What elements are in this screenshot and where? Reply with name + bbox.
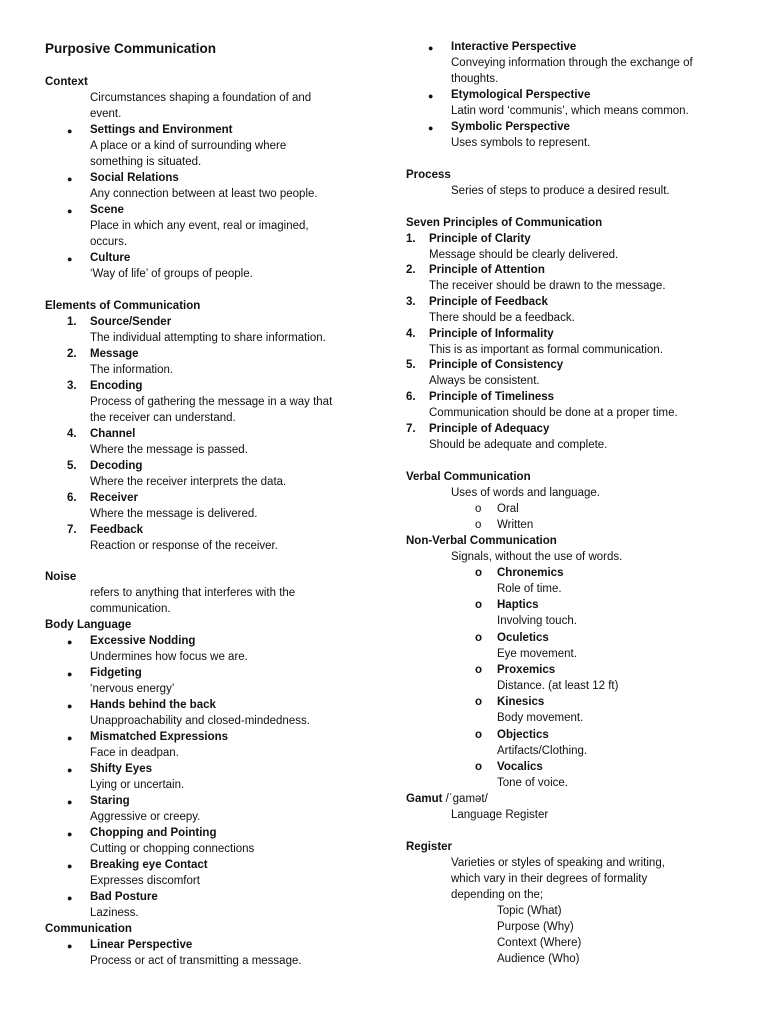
element-term: Receiver <box>90 492 138 504</box>
list-number: 4. <box>406 328 416 340</box>
verbal-definition: Uses of words and language. <box>451 487 600 499</box>
context-item-desc: A place or a kind of surrounding where <box>90 140 287 152</box>
bullet-icon: ● <box>67 733 73 743</box>
body-language-desc: ‘nervous energy’ <box>90 683 175 695</box>
principle-term: Principle of Attention <box>429 264 545 276</box>
element-desc: Where the message is passed. <box>90 444 248 456</box>
principle-desc: Should be adequate and complete. <box>429 439 608 451</box>
body-language-desc: Cutting or chopping connections <box>90 843 255 855</box>
nonverbal-term: Oculetics <box>497 632 549 644</box>
nonverbal-term: Vocalics <box>497 761 543 773</box>
principle-term: Principle of Adequacy <box>429 423 550 435</box>
nonverbal-desc: Tone of voice. <box>497 777 568 789</box>
bullet-icon: ● <box>67 941 73 951</box>
register-item: Context (Where) <box>497 937 582 949</box>
bullet-icon: ● <box>67 797 73 807</box>
principle-term: Principle of Consistency <box>429 359 564 371</box>
noise-heading: Noise <box>45 571 77 583</box>
context-item-term: Culture <box>90 252 131 264</box>
verbal-heading: Verbal Communication <box>406 471 531 483</box>
list-number: 5. <box>67 460 77 472</box>
body-language-desc: Aggressive or creepy. <box>90 811 201 823</box>
context-definition-line: event. <box>90 108 122 120</box>
communication-term: Linear Perspective <box>90 939 193 951</box>
nonverbal-definition: Signals, without the use of words. <box>451 551 623 563</box>
circle-bullet-icon: o <box>475 567 483 579</box>
communication-desc: Process or act of transmitting a message. <box>90 955 302 967</box>
context-item-desc: Place in which any event, real or imagined, <box>90 220 309 232</box>
circle-bullet-icon: o <box>475 519 482 531</box>
bullet-icon: ● <box>67 701 73 711</box>
circle-bullet-icon: o <box>475 696 483 708</box>
principle-term: Principle of Feedback <box>429 296 548 308</box>
bullet-icon: ● <box>67 829 73 839</box>
list-number: 4. <box>67 428 77 440</box>
bullet-icon: ● <box>67 206 73 216</box>
body-language-desc: Laziness. <box>90 907 139 919</box>
element-term: Feedback <box>90 524 144 536</box>
context-item-term: Scene <box>90 204 124 216</box>
communication-desc: thoughts. <box>451 73 499 85</box>
gamut-definition: Language Register <box>451 809 549 821</box>
principle-term: Principle of Timeliness <box>429 391 555 403</box>
noise-definition-line: communication. <box>90 603 171 615</box>
list-number: 2. <box>406 264 416 276</box>
nonverbal-heading: Non-Verbal Communication <box>406 535 557 547</box>
element-desc: Process of gathering the message in a way that <box>90 396 333 408</box>
body-language-term: Shifty Eyes <box>90 763 152 775</box>
bullet-icon: ● <box>67 861 73 871</box>
body-language-term: Bad Posture <box>90 891 158 903</box>
bullet-icon: ● <box>428 43 434 53</box>
principle-term: Principle of Clarity <box>429 233 531 245</box>
nonverbal-term: Chronemics <box>497 567 564 579</box>
nonverbal-term: Kinesics <box>497 696 545 708</box>
bullet-icon: ● <box>67 174 73 184</box>
bullet-icon: ● <box>67 765 73 775</box>
nonverbal-desc: Eye movement. <box>497 648 577 660</box>
register-item: Audience (Who) <box>497 953 580 965</box>
body-language-term: Mismatched Expressions <box>90 731 229 743</box>
context-item-desc: occurs. <box>90 236 128 248</box>
communication-desc: Latin word ‘communis’, which means common. <box>451 105 689 117</box>
communication-term: Interactive Perspective <box>451 41 577 53</box>
noise-definition-line: refers to anything that interferes with the <box>90 587 296 599</box>
communication-desc: Conveying information through the exchange of <box>451 57 693 69</box>
elements-heading: Elements of Communication <box>45 300 201 312</box>
body-language-term: Chopping and Pointing <box>90 827 217 839</box>
body-language-heading: Body Language <box>45 619 132 631</box>
list-number: 3. <box>406 296 416 308</box>
nonverbal-desc: Role of time. <box>497 583 562 595</box>
bullet-icon: ● <box>428 91 434 101</box>
principles-heading: Seven Principles of Communication <box>406 217 603 229</box>
principle-term: Principle of Informality <box>429 328 554 340</box>
body-language-term: Staring <box>90 795 130 807</box>
bullet-icon: ● <box>67 254 73 264</box>
circle-bullet-icon: o <box>475 503 482 515</box>
element-term: Decoding <box>90 460 143 472</box>
context-heading: Context <box>45 76 88 88</box>
bullet-icon: ● <box>67 637 73 647</box>
principle-desc: The receiver should be drawn to the message. <box>429 280 666 292</box>
context-item-term: Settings and Environment <box>90 124 233 136</box>
bullet-icon: ● <box>67 126 73 136</box>
principle-desc: Message should be clearly delivered. <box>429 249 619 261</box>
nonverbal-desc: Body movement. <box>497 712 584 724</box>
body-language-desc: Face in deadpan. <box>90 747 179 759</box>
register-item: Purpose (Why) <box>497 921 574 933</box>
body-language-desc: Undermines how focus we are. <box>90 651 248 663</box>
body-language-desc: Lying or uncertain. <box>90 779 185 791</box>
page-title: Purposive Communication <box>45 41 217 56</box>
bullet-icon: ● <box>67 669 73 679</box>
circle-bullet-icon: o <box>475 729 483 741</box>
element-desc: Reaction or response of the receiver. <box>90 540 278 552</box>
list-number: 6. <box>67 492 77 504</box>
context-definition-line: Circumstances shaping a foundation of and <box>90 92 312 104</box>
context-item-desc: ‘Way of life’ of groups of people. <box>90 268 253 280</box>
register-item: Topic (What) <box>497 905 562 917</box>
element-term: Message <box>90 348 139 360</box>
list-number: 5. <box>406 359 416 371</box>
communication-term: Etymological Perspective <box>451 89 591 101</box>
gamut-pronunciation: /ˈgamət/ <box>445 793 488 805</box>
communication-term: Symbolic Perspective <box>451 121 570 133</box>
register-definition-line: depending on the; <box>451 889 544 901</box>
principle-desc: This is as important as formal communication. <box>429 344 663 356</box>
context-item-term: Social Relations <box>90 172 179 184</box>
body-language-desc: Unapproachability and closed-mindedness. <box>90 715 310 727</box>
context-item-desc: something is situated. <box>90 156 202 168</box>
verbal-item: Written <box>497 519 534 531</box>
body-language-term: Excessive Nodding <box>90 635 196 647</box>
list-number: 6. <box>406 391 416 403</box>
principle-desc: There should be a feedback. <box>429 312 575 324</box>
body-language-term: Fidgeting <box>90 667 142 679</box>
circle-bullet-icon: o <box>475 599 483 611</box>
principle-desc: Always be consistent. <box>429 375 540 387</box>
bullet-icon: ● <box>67 893 73 903</box>
circle-bullet-icon: o <box>475 632 483 644</box>
bullet-icon: ● <box>428 123 434 133</box>
list-number: 1. <box>67 316 77 328</box>
element-desc: Where the receiver interprets the data. <box>90 476 287 488</box>
register-definition-line: which vary in their degrees of formality <box>451 873 648 885</box>
list-number: 3. <box>67 380 77 392</box>
nonverbal-term: Haptics <box>497 599 539 611</box>
element-term: Encoding <box>90 380 143 392</box>
list-number: 7. <box>67 524 77 536</box>
element-desc: the receiver can understand. <box>90 412 236 424</box>
communication-heading: Communication <box>45 923 132 935</box>
verbal-item: Oral <box>497 503 519 515</box>
body-language-desc: Expresses discomfort <box>90 875 200 887</box>
gamut-heading: Gamut <box>406 793 443 805</box>
communication-desc: Uses symbols to represent. <box>451 137 591 149</box>
nonverbal-desc: Involving touch. <box>497 615 577 627</box>
circle-bullet-icon: o <box>475 761 483 773</box>
element-desc: Where the message is delivered. <box>90 508 258 520</box>
principle-desc: Communication should be done at a proper time. <box>429 407 678 419</box>
nonverbal-desc: Distance. (at least 12 ft) <box>497 680 619 692</box>
body-language-term: Hands behind the back <box>90 699 216 711</box>
element-desc: The information. <box>90 364 174 376</box>
list-number: 7. <box>406 423 416 435</box>
body-language-term: Breaking eye Contact <box>90 859 208 871</box>
list-number: 2. <box>67 348 77 360</box>
process-definition: Series of steps to produce a desired result. <box>451 185 670 197</box>
element-desc: The individual attempting to share information. <box>90 332 326 344</box>
gamut-heading-row <box>406 791 488 807</box>
context-item-desc: Any connection between at least two people. <box>90 188 318 200</box>
nonverbal-desc: Artifacts/Clothing. <box>497 745 588 757</box>
process-heading: Process <box>406 169 451 181</box>
register-definition-line: Varieties or styles of speaking and writing, <box>451 857 665 869</box>
element-term: Source/Sender <box>90 316 172 328</box>
nonverbal-term: Proxemics <box>497 664 556 676</box>
element-term: Channel <box>90 428 136 440</box>
register-heading: Register <box>406 841 453 853</box>
nonverbal-term: Objectics <box>497 729 549 741</box>
list-number: 1. <box>406 233 416 245</box>
circle-bullet-icon: o <box>475 664 483 676</box>
